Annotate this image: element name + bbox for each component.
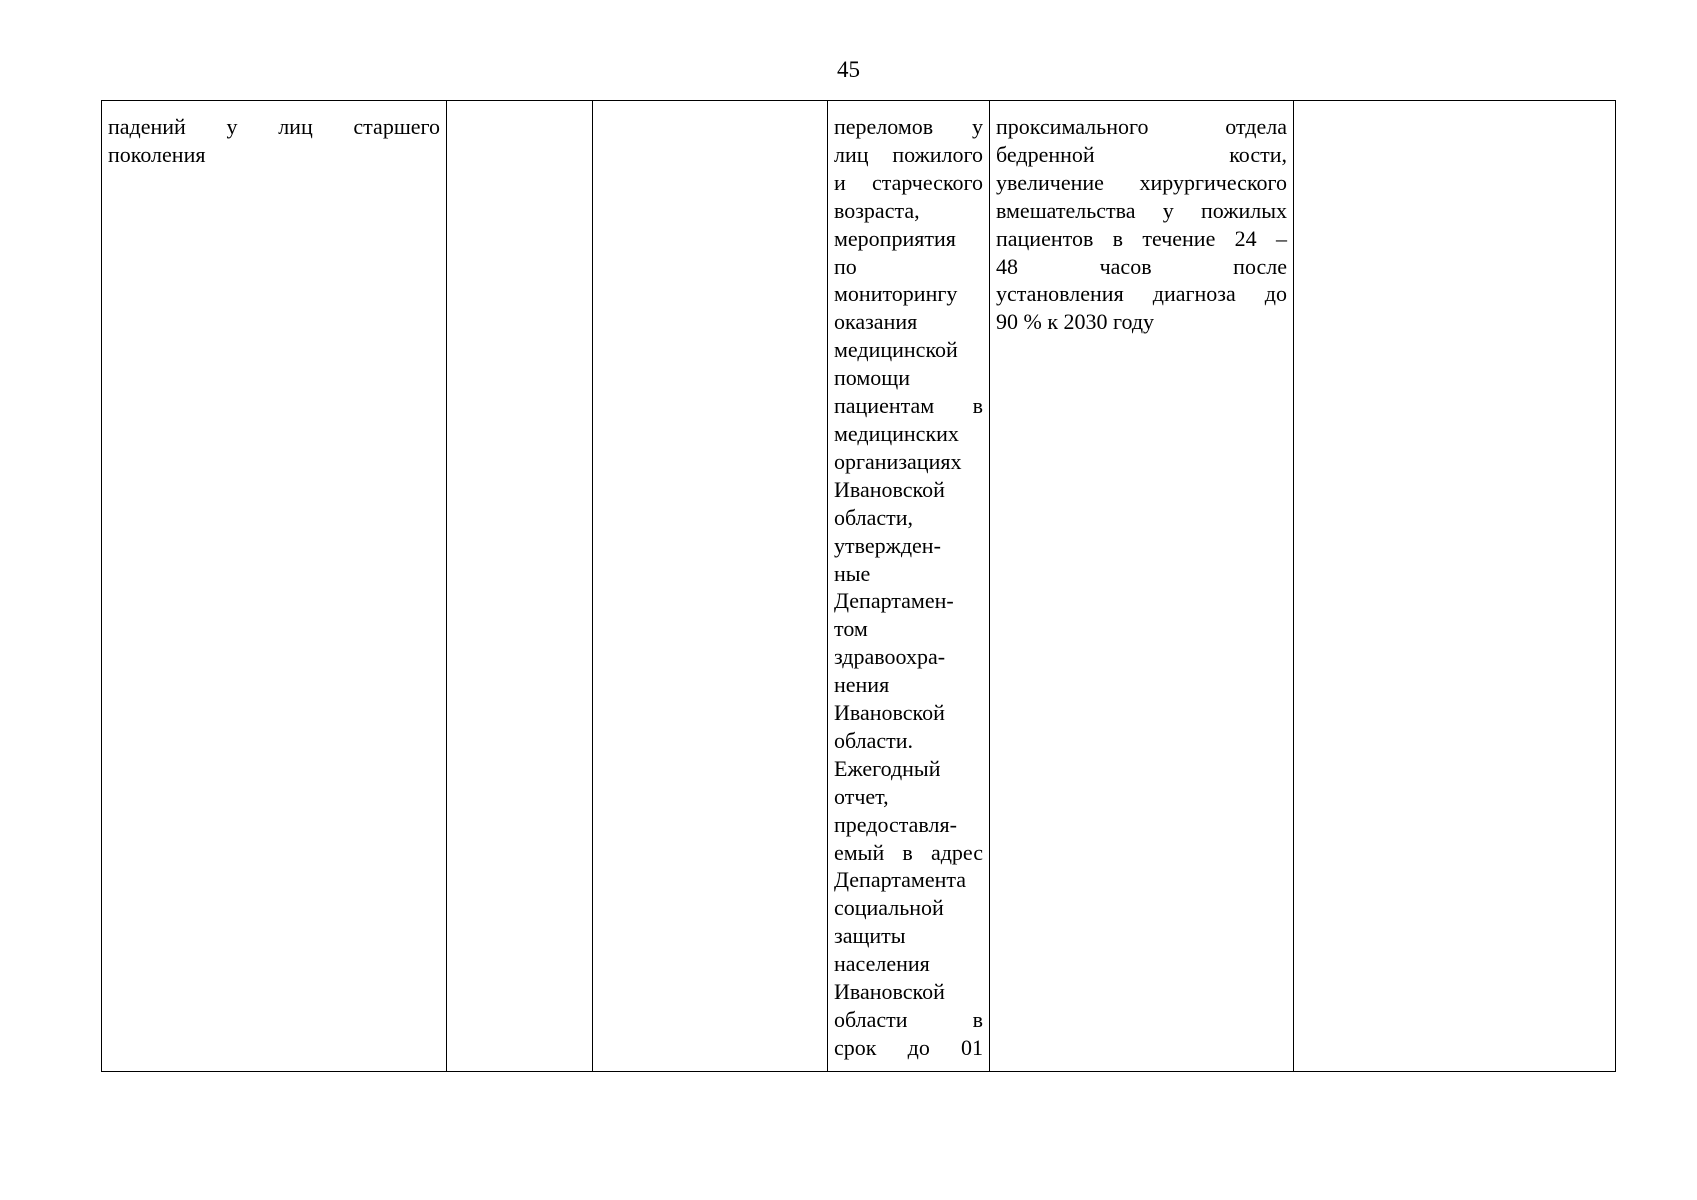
col5-line: проксимального отдела: [996, 114, 1287, 139]
col4-line: пациентам в: [834, 393, 983, 419]
col4-line: и старческого: [834, 169, 983, 195]
col4-line: по: [834, 253, 857, 279]
col4-line: социальной: [834, 895, 944, 921]
col4-line: медицинской: [834, 337, 958, 363]
col4-line: мониторингу: [834, 281, 958, 307]
col4-line: области,: [834, 504, 914, 530]
col4-line: Ивановской: [834, 700, 945, 726]
cell-col1-line: падений у лиц старшего: [108, 114, 440, 139]
cell-col6: [1294, 101, 1616, 1072]
col4-line: срок до 01: [834, 1034, 983, 1060]
cell-col5: [990, 101, 1294, 1072]
col4-line: организациях: [834, 448, 962, 474]
col4-line: емый в адрес: [834, 839, 983, 865]
document-table: [101, 100, 1616, 1072]
col4-line: утвержден-: [834, 532, 941, 558]
col4-line: Ивановской: [834, 476, 945, 502]
col5-line: 90 % к 2030 году: [996, 309, 1155, 335]
col4-line: области в: [834, 1007, 983, 1032]
cell-col3: [593, 101, 828, 1072]
col5-line: увеличение хирургического: [996, 169, 1287, 195]
col4-line: помощи: [834, 365, 910, 391]
col4-line: лиц пожилого: [834, 141, 983, 167]
col4-line: Ивановской: [834, 979, 945, 1005]
col5-line: пациентов в течение 24 –: [996, 225, 1287, 251]
col4-line: Ежегодный: [834, 755, 941, 781]
cell-col1-line: поколения: [108, 141, 206, 167]
col4-line: мероприятия: [834, 225, 956, 251]
cell-col4: [828, 101, 990, 1072]
col4-line: Департамента: [834, 867, 967, 893]
cell-col2: [447, 101, 593, 1072]
col4-line: населения: [834, 951, 930, 977]
col4-line: оказания: [834, 309, 918, 335]
col4-line: области.: [834, 727, 914, 753]
col5-line: установления диагноза до: [996, 281, 1287, 307]
table-row: [102, 101, 1616, 1072]
col4-line: защиты: [834, 923, 906, 949]
page-number: 45: [837, 57, 860, 82]
cell-col1: [102, 101, 447, 1072]
col4-line: предоставля-: [834, 811, 957, 837]
col4-line: нения: [834, 672, 890, 698]
col4-line: том: [834, 616, 868, 642]
col4-line: медицинских: [834, 420, 959, 446]
col4-line: возраста,: [834, 197, 920, 223]
col4-line: отчет,: [834, 783, 889, 809]
col4-line: здравоохра-: [834, 644, 946, 670]
col4-line: переломов у: [834, 114, 983, 139]
col5-line: бедренной кости,: [996, 141, 1287, 167]
col5-line: 48 часов после: [996, 253, 1287, 279]
col4-line: ные: [834, 560, 871, 586]
col5-line: вмешательства у пожилых: [996, 197, 1287, 223]
col4-line: Департамен-: [834, 588, 954, 614]
